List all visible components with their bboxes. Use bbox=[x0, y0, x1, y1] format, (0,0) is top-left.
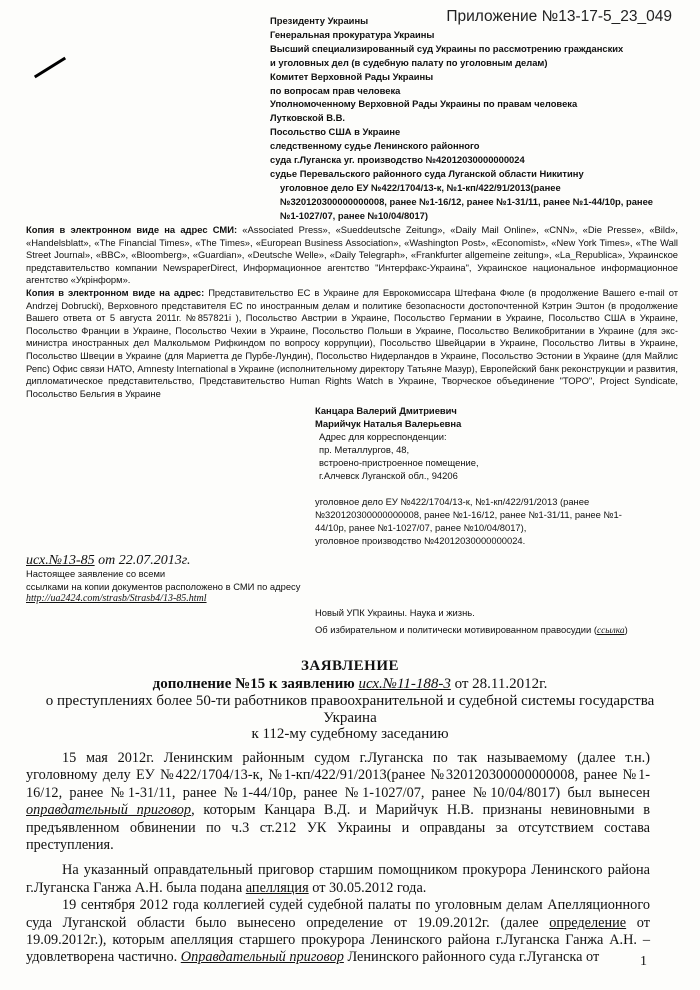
copies-smi bbox=[26, 224, 678, 287]
upk-block bbox=[315, 605, 685, 639]
acquittal-link[interactable]: оправдательный приговор bbox=[26, 802, 192, 819]
page-number: 1 bbox=[640, 954, 647, 969]
sender-name: Марийчук Наталья Валерьевна bbox=[315, 417, 462, 429]
document-subject: Украина bbox=[323, 710, 377, 726]
sender-name: Канцара Валерий Дмитриевич bbox=[315, 405, 457, 416]
ruling-link[interactable]: определение bbox=[549, 914, 627, 931]
acquittal-link[interactable]: Оправдательный приговор bbox=[180, 949, 344, 966]
copies-smi-label: Копия в электронном виде на адрес СМИ: bbox=[26, 224, 238, 235]
recipient-line: Комитет Верховной Рады Украины bbox=[270, 70, 434, 82]
margin-mark bbox=[34, 57, 66, 79]
recipient-line: Посольство США в Украине bbox=[270, 126, 401, 138]
recipient-line: уголовное дело ЕУ №422/1704/13-к, №1-кп/422/91/2013(ранее bbox=[280, 181, 561, 193]
recipient-line: Высший специализированный суд Украины по рассмотрению гражданских bbox=[270, 42, 624, 54]
reference-number-line bbox=[26, 555, 346, 568]
appendix-label: Приложение №13-17-5_23_049 bbox=[446, 8, 672, 25]
sender-case bbox=[315, 496, 665, 548]
document-subtitle: дополнение №15 к заявлению исх.№11-188-3 от 28.11.2012г. bbox=[152, 676, 548, 692]
subtitle-ref-link[interactable]: исх.№11-188-3 bbox=[358, 676, 451, 692]
recipient-line: №1-1027/07, ранее №10/04/8017) bbox=[280, 209, 429, 221]
document-body bbox=[26, 750, 650, 967]
recipient-line: по вопросам прав человека bbox=[270, 84, 401, 96]
document-title: ЗАЯВЛЕНИЕ bbox=[300, 658, 400, 674]
copies-addr-text: Представительство ЕС в Украине для Еврокомиссара Штефана Фюле (в продолжение Вашего e-mail от Andrzej Dobrucki), Верховного представителя ЕС по иностранным делам и политике безопасности достопочтенной Кэтрин Эштон (в продолжение Вашего ответа от 5 августа 2011г. №857821і ), Посольство Австрии в Украине, Посольство Германии в Украине, Посольство США в Украине, Посольство Франции в Украине, Посольство Чехии в Украине, Посольство Польши в Украине, Посольство Великобритании в Украине (для экс-министра иностранных дел Малкольмом Рифкиндом по вопросу коррупции), Посольство Швейцарии в Украине, Посольство Литвы в Украине, Посольство Швеции в Украине (для Мариетта де Пурбе-Лундин), Посольство Нидерландов в Украине, Посольство Эстонии в Украине (для Майлис Репс) Офис связи НАТО, Amnesty International в Украине (исполнительному директору Татьяне Мазур), Европейский банк реконструкции и развития, дипломатическое представительство, Представительство Human Rights Watch в Украине, Творческое объединение "ТОРО", Project Syndicate, Посольство Бельгия в Украине bbox=[26, 286, 678, 399]
sender-address-line: встроено-пристроенное помещение, bbox=[319, 456, 479, 468]
sender-address-line: г.Алчевск Луганской обл., 94206 bbox=[319, 469, 458, 481]
recipient-line: Лутковской В.В. bbox=[270, 112, 345, 124]
reference-note: Настоящее заявление со всеми bbox=[26, 567, 166, 579]
reference-date: от 22.07.2013г. bbox=[98, 553, 191, 568]
body-paragraph: 19 сентября 2012 года коллегией судей судебной палаты по уголовным делам Апелляционного суда Луганской области было вынесено определение от 19.09.2012г. (далее определение от 19.09.2012г.), которым апелляция старшего прокурора Ленинского района г.Луганска Ганжа А.Н. – удовлетворена частично. Оправдательный приговор Ленинского районного суда г.Луганска от bbox=[26, 897, 650, 966]
copies-block bbox=[26, 224, 678, 400]
recipient-line: Президенту Украины bbox=[270, 15, 369, 26]
sender-case-line: уголовное производство №42012030000000024. bbox=[315, 535, 526, 547]
recipient-line: следственному судье Ленинского районного bbox=[270, 140, 480, 152]
body-paragraph: На указанный оправдательный приговор старшим помощником прокурора Ленинского района г.Луганска Ганжа А.Н. была подана апелляция от 30.05.2012 года. bbox=[26, 862, 650, 896]
recipient-line: судье Перевальского районного суда Луганской области Никитину bbox=[270, 167, 584, 179]
recipient-line: Уполномоченному Верховной Рады Украины по правам человека bbox=[270, 98, 578, 110]
reference-note: ссылками на копии документов расположено в СМИ по адресу bbox=[26, 580, 301, 592]
upk-link[interactable]: ссылка bbox=[596, 625, 625, 636]
upk-line: Новый УПК Украины. Наука и жизнь. bbox=[315, 607, 475, 618]
recipient-line: суда г.Луганска уг. производство №42012030000000024 bbox=[270, 154, 525, 166]
sender-block bbox=[315, 405, 665, 548]
copies-smi-text: «Associated Press», «Sueddeutsche Zeitung», «Daily Mail Online», «CNN», «Die Presse», «Bild», «Handelsblatt», «The Financial Times», «The Times», «European Business Association», «Washington Post», «Economist», «New York Times», «The Wall Street Journal», «BBC», «Bloomberg», «Guardian», «Deutsche Welle», «Daily Telegraph», «Frankfurter allgemeine zeitung», «La_Republica», Украинское представительство компании NewspaperDirect, Информационное агентство "Интерфакс-Украина", Украинское национальное информационное агентство «Укрінформ». bbox=[26, 224, 679, 286]
copies-addr-label: Копия в электронном виде на адрес: bbox=[26, 286, 205, 298]
sender-case-line: 44/10р, ранее №1-1027/07, ранее №10/04/8017), bbox=[315, 522, 527, 534]
upk-line: Об избирательном и политически мотивированном правосудии (ссылка) bbox=[315, 623, 628, 636]
recipient-line: и уголовных дел (в судебную палату по уголовным делам) bbox=[270, 56, 548, 68]
reference-block bbox=[26, 555, 346, 606]
sender-address-line: Адрес для корреспонденции: bbox=[319, 430, 447, 442]
sender-address-line: пр. Металлургов, 48, bbox=[319, 443, 410, 455]
recipient-line: Генеральная прокуратура Украины bbox=[270, 28, 435, 40]
reference-number[interactable]: исх.№13-85 bbox=[26, 553, 95, 568]
copies-addr bbox=[26, 287, 678, 400]
sender-case-line: уголовное дело ЕУ №422/1704/13-к, №1-кп/422/91/2013 (ранее bbox=[315, 496, 590, 508]
reference-url-link[interactable]: http://ua2424.com/strasb/Strasb4/13-85.html bbox=[26, 593, 207, 605]
body-paragraph: 15 мая 2012г. Ленинским районным судом г.Луганска по так называемому (далее т.н.) уголовному делу ЕУ №422/1704/13-к, №1-кп/422/91/2013(ранее №320120300000000008, ранее №1-16/12, ранее №1-31/11, ранее №1-44/10р, ранее №1-1027/07, ранее №10/04/8017) был вынесен оправдательный приговор, которым Канцара В.Д. и Марийчук Н.В. признаны невиновными в предъявленном обвинении по ч.3 ст.212 УК Украины и оправданы за отсутствием состава преступления. bbox=[26, 750, 650, 854]
recipient-line: №320120300000000008, ранее №1-16/12, ранее №1-31/11, ранее №1-44/10р, ранее bbox=[280, 195, 654, 207]
sender-case-line: №320120300000000008, ранее №1-16/12, ранее №1-31/11, ранее №1- bbox=[315, 509, 622, 521]
document-subject: о преступлениях более 50-ти работников правоохранительной и судебной системы государства bbox=[45, 693, 655, 709]
document-subject: к 112-му судебному заседанию bbox=[251, 726, 449, 742]
appeal-link[interactable]: апелляция bbox=[245, 879, 309, 896]
recipients-block bbox=[270, 14, 670, 223]
